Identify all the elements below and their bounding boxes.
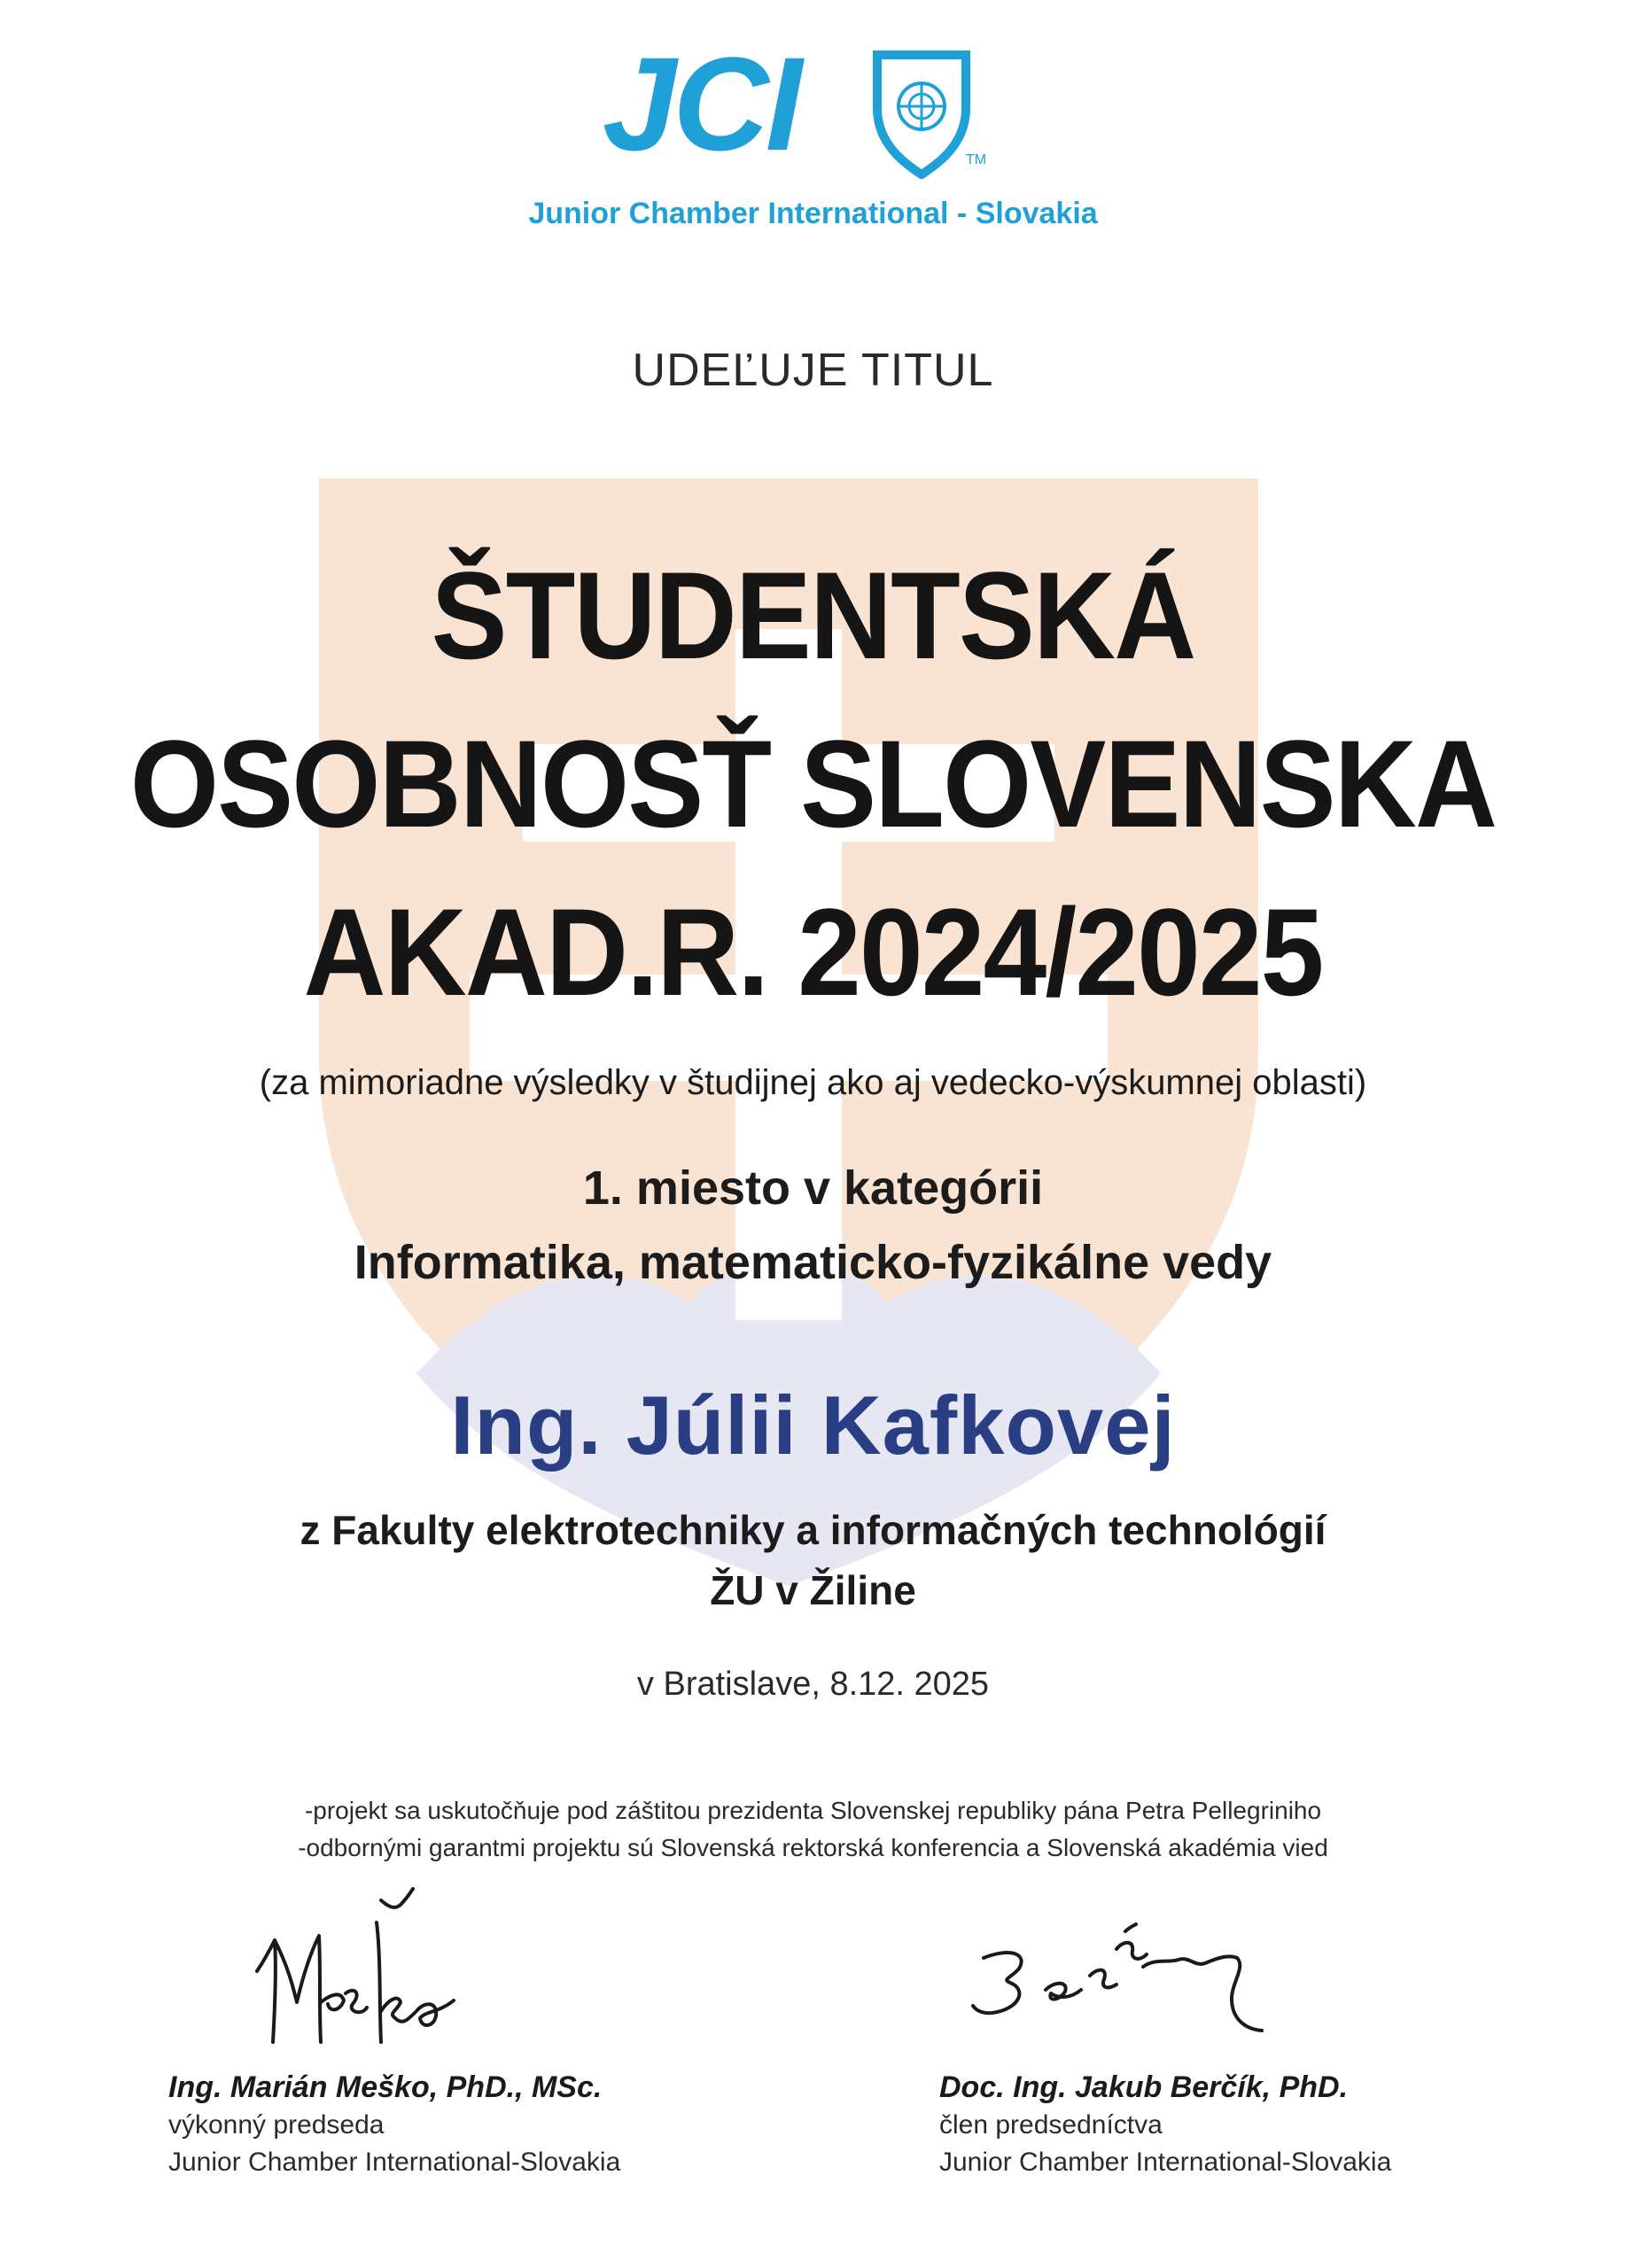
award-subtitle: (za mimoriadne výsledky v študijnej ako aj vedecko-výskumnej oblasti) [259, 1063, 1367, 1102]
award-intro: UDEĽUJE TITUL [632, 345, 994, 396]
trademark-mark: TM [966, 152, 987, 167]
award-place: 1. miesto v kategórii [582, 1161, 1044, 1215]
recipient-name: Ing. Júlii Kafkovej [450, 1379, 1176, 1472]
project-note-patronage: -projekt sa uskutočňuje pod záštitou prezidenta Slovenskej republiky pána Petra Pellegriniho [304, 1797, 1322, 1824]
organization-name: Junior Chamber International - Slovakia [528, 197, 1098, 230]
signature-bercik [966, 1914, 1338, 2055]
signature-mesko [248, 1887, 478, 2064]
project-note-guarantors: -odbornými garantmi projektu sú Slovenská rektorská konferencia a Slovenská akadémia vied [298, 1834, 1328, 1861]
title-line-1: ŠTUDENTSKÁ [431, 546, 1195, 685]
signatory-2-role: člen predsedníctva [939, 2110, 1163, 2140]
award-category: Informatika, matematicko-fyzikálne vedy [354, 1236, 1272, 1289]
title-line-3: AKAD.R. 2024/2025 [303, 882, 1323, 1021]
jci-shield-icon [868, 46, 975, 179]
signatory-1-role: výkonný predseda [168, 2110, 385, 2140]
jci-logo-wordmark: JCI [603, 29, 799, 178]
signatory-1-organization: Junior Chamber International-Slovakia [168, 2148, 621, 2177]
university-name: ŽU v Žiline [710, 1567, 916, 1613]
signatory-1-name: Ing. Marián Meško, PhD., MSc. [168, 2070, 603, 2104]
signatory-2-name: Doc. Ing. Jakub Berčík, PhD. [939, 2070, 1349, 2104]
place-and-date: v Bratislave, 8.12. 2025 [636, 1666, 990, 1703]
faculty-name: z Fakulty elektrotechniky a informačných technológií [300, 1507, 1326, 1553]
title-line-2: OSOBNOSŤ SLOVENSKA [129, 714, 1497, 853]
signatory-2-organization: Junior Chamber International-Slovakia [939, 2148, 1392, 2177]
